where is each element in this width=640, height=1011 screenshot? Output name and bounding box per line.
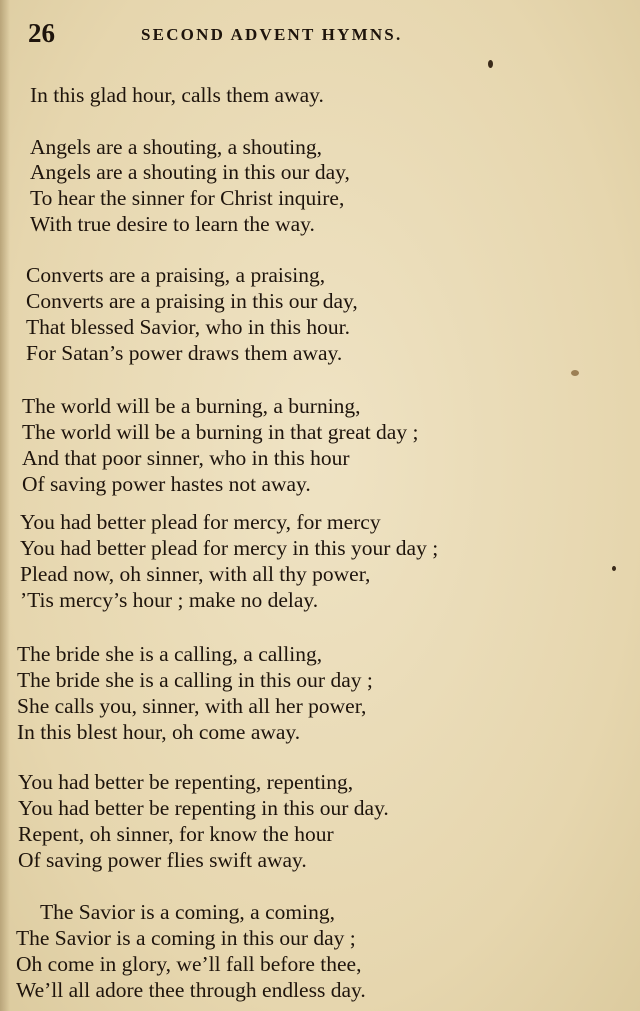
verse-line: Plead now, oh sinner, with all thy power, xyxy=(20,562,371,586)
verse-line: We’ll all adore thee through endless day. xyxy=(16,978,366,1002)
verse-line: To hear the sinner for Christ inquire, xyxy=(30,186,345,210)
verse-line: The world will be a burning in that great day ; xyxy=(22,420,419,444)
verse-line: You had better be repenting, repenting, xyxy=(18,770,354,794)
verse-line: And that poor sinner, who in this hour xyxy=(22,446,350,470)
verse-line: For Satan’s power draws them away. xyxy=(26,341,343,365)
page-header xyxy=(28,18,618,52)
verse-line: Converts are a praising, a praising, xyxy=(26,263,326,287)
verse-line: In this blest hour, oh come away. xyxy=(17,720,301,744)
verse-line: Oh come in glory, we’ll fall before thee, xyxy=(16,952,362,976)
paper-speck xyxy=(612,566,616,571)
page-edge-shadow xyxy=(0,0,10,1011)
verse-line: The bride she is a calling in this our day ; xyxy=(17,668,373,692)
verse-line: That blessed Savior, who in this hour. xyxy=(26,315,351,339)
verse-line: The world will be a burning, a burning, xyxy=(22,394,361,418)
verse-line: The Savior is a coming in this our day ; xyxy=(16,926,356,950)
verse-line: Of saving power hastes not away. xyxy=(22,472,311,496)
verse-line: Of saving power flies swift away. xyxy=(18,848,307,872)
verse-line: Angels are a shouting in this our day, xyxy=(30,160,350,184)
page-number: 26 xyxy=(28,18,55,48)
verse-line: You had better be repenting in this our day. xyxy=(18,796,389,820)
paper-speck xyxy=(571,370,579,376)
verse-line: With true desire to learn the way. xyxy=(30,212,315,236)
verse-line: ’Tis mercy’s hour ; make no delay. xyxy=(20,588,319,612)
running-title: SECOND ADVENT HYMNS. xyxy=(141,25,403,44)
verse-line: Converts are a praising in this our day, xyxy=(26,289,358,313)
verse-line: The Savior is a coming, a coming, xyxy=(40,900,335,924)
verse-line: You had better plead for mercy, for mercy xyxy=(20,510,381,534)
verse-line: In this glad hour, calls them away. xyxy=(30,83,324,107)
verse-line: Repent, oh sinner, for know the hour xyxy=(18,822,334,846)
verse-line: You had better plead for mercy in this your day ; xyxy=(20,536,439,560)
verse-line: The bride she is a calling, a calling, xyxy=(17,642,323,666)
paper-speck xyxy=(488,60,493,68)
verse-line: She calls you, sinner, with all her power, xyxy=(17,694,367,718)
verse-line: Angels are a shouting, a shouting, xyxy=(30,135,322,159)
